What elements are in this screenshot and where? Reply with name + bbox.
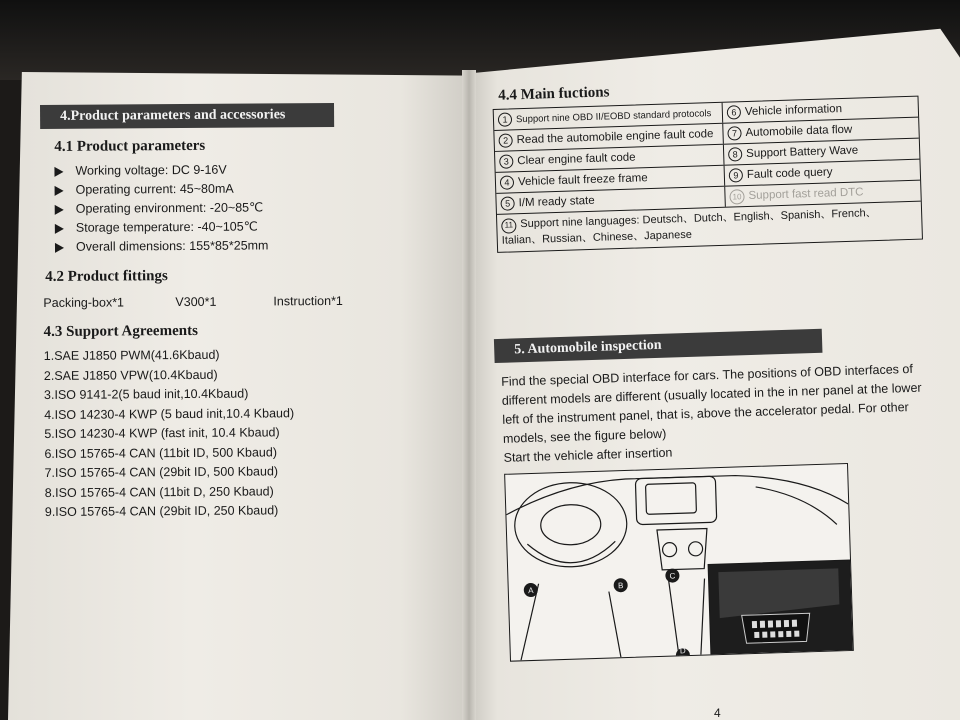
function-text: Fault code query <box>746 166 833 182</box>
dashboard-outline <box>505 472 848 515</box>
list-item <box>55 235 461 257</box>
circled-number: 2 <box>498 133 512 147</box>
agreement-item: 3.ISO 9141-2(5 baud init,10.4Kbaud) <box>43 386 249 402</box>
triangle-bullet-icon <box>55 223 64 233</box>
right-page-content <box>492 74 950 661</box>
list-item-text: Overall dimensions: 155*85*25mm <box>75 238 269 254</box>
function-text: Clear engine fault code <box>517 151 636 168</box>
triangle-bullet-icon <box>54 166 63 176</box>
page-number: 4 <box>714 706 721 720</box>
function-text: Automobile data flow <box>745 123 853 140</box>
fitting-item: Instruction*1 <box>273 293 343 309</box>
agreement-item: 6.ISO 15765-4 CAN (11bit ID, 500 Kbaud) <box>44 444 278 461</box>
steering-hub <box>540 503 601 545</box>
fitting-item: V300*1 <box>175 294 217 310</box>
support-agreements-heading: 4.3 Support Agreements <box>43 322 198 340</box>
steering-wheel <box>513 481 628 568</box>
agreement-item: 8.ISO 15765-4 CAN (11bit D, 250 Kbaud) <box>44 483 274 500</box>
product-parameters-heading: 4.1 Product parameters <box>54 137 206 155</box>
center-screen <box>646 482 697 514</box>
left-page-content <box>40 102 463 522</box>
marker-label-c: C <box>669 570 676 581</box>
center-tunnel <box>669 578 707 655</box>
triangle-bullet-icon <box>55 204 64 214</box>
circled-number: 3 <box>499 154 513 168</box>
function-text: Vehicle fault freeze frame <box>517 172 648 189</box>
circled-number: 1 <box>498 112 512 126</box>
obd-port-inset <box>708 559 853 653</box>
section-banner: 4.Product parameters and accessories <box>40 103 334 129</box>
circled-number: 6 <box>727 105 741 119</box>
function-text: Support fast read DTC <box>748 186 864 202</box>
function-text: Support nine OBD II/EOBD standard protocols <box>515 107 712 125</box>
circled-number: 9 <box>729 168 743 182</box>
dashboard-illustration <box>505 464 853 661</box>
circled-number: 5 <box>500 196 514 210</box>
obd-location-figure <box>504 463 854 662</box>
knob-right <box>688 541 702 555</box>
function-text: Support Battery Wave <box>746 144 859 161</box>
product-fittings-heading: 4.2 Product fittings <box>45 268 168 285</box>
function-text: Vehicle information <box>744 103 843 119</box>
passenger-dash <box>756 484 837 526</box>
circled-number: 7 <box>727 126 741 140</box>
main-functions-table <box>493 96 923 253</box>
list-item-text: Operating environment: -20~85℃ <box>75 200 264 216</box>
support-agreements-list <box>42 344 463 522</box>
agreement-item: 4.ISO 14230-4 KWP (5 baud init,10.4 Kbaud) <box>44 405 295 422</box>
inspection-note: Start the vehicle after insertion <box>503 445 673 465</box>
product-parameters-list <box>40 159 461 257</box>
knob-left <box>662 542 676 556</box>
agreement-item: 1.SAE J1850 PWM(41.6Kbaud) <box>43 347 220 363</box>
agreement-item: 2.SAE J1850 VPW(10.4Kbaud) <box>43 367 218 383</box>
list-item-text: Operating current: 45~80mA <box>75 181 234 197</box>
fitting-item: Packing-box*1 <box>43 295 125 310</box>
climate-panel <box>657 528 708 570</box>
automobile-inspection-banner: 5. Automobile inspection <box>494 328 823 362</box>
function-text: I/M ready state <box>518 194 595 210</box>
circled-number: 10 <box>729 189 744 204</box>
list-item-text: Storage temperature: -40~105℃ <box>75 219 258 235</box>
circled-number: 8 <box>728 147 742 161</box>
agreement-item: 5.ISO 14230-4 KWP (fast init, 10.4 Kbaud) <box>44 425 280 441</box>
agreement-item: 9.ISO 15765-4 CAN (29bit ID, 250 Kbaud) <box>44 503 279 519</box>
product-fittings-list <box>43 293 461 310</box>
circled-number: 4 <box>500 175 514 189</box>
book-gutter <box>462 70 476 720</box>
main-functions-heading: 4.4 Main fuctions <box>497 84 610 104</box>
marker-label-a: A <box>527 585 534 595</box>
list-item-text: Working voltage: DC 9-16V <box>75 162 227 178</box>
inspection-paragraph: Find the special OBD interface for cars. The positions of OBD interfaces of different models are different (usually located in the in ner panel at the lower left of the instrument panel, that is, above the accelerator pedal. For other models, see the figure below) <box>500 361 922 446</box>
triangle-bullet-icon <box>55 242 64 252</box>
agreement-item: 7.ISO 15765-4 CAN (29bit ID, 500 Kbaud) <box>44 464 279 480</box>
languages-text: Support nine languages: Deutsch、Dutch、English、Spanish、French、Italian、Russian、Chinese、Japanese <box>501 206 877 247</box>
function-text: Read the automobile engine fault code <box>516 128 714 147</box>
marker-label-b: B <box>617 580 624 590</box>
location-markers <box>523 568 690 661</box>
marker-label-d: D <box>679 645 686 655</box>
triangle-bullet-icon <box>55 185 64 195</box>
circled-number: 11 <box>501 218 516 233</box>
